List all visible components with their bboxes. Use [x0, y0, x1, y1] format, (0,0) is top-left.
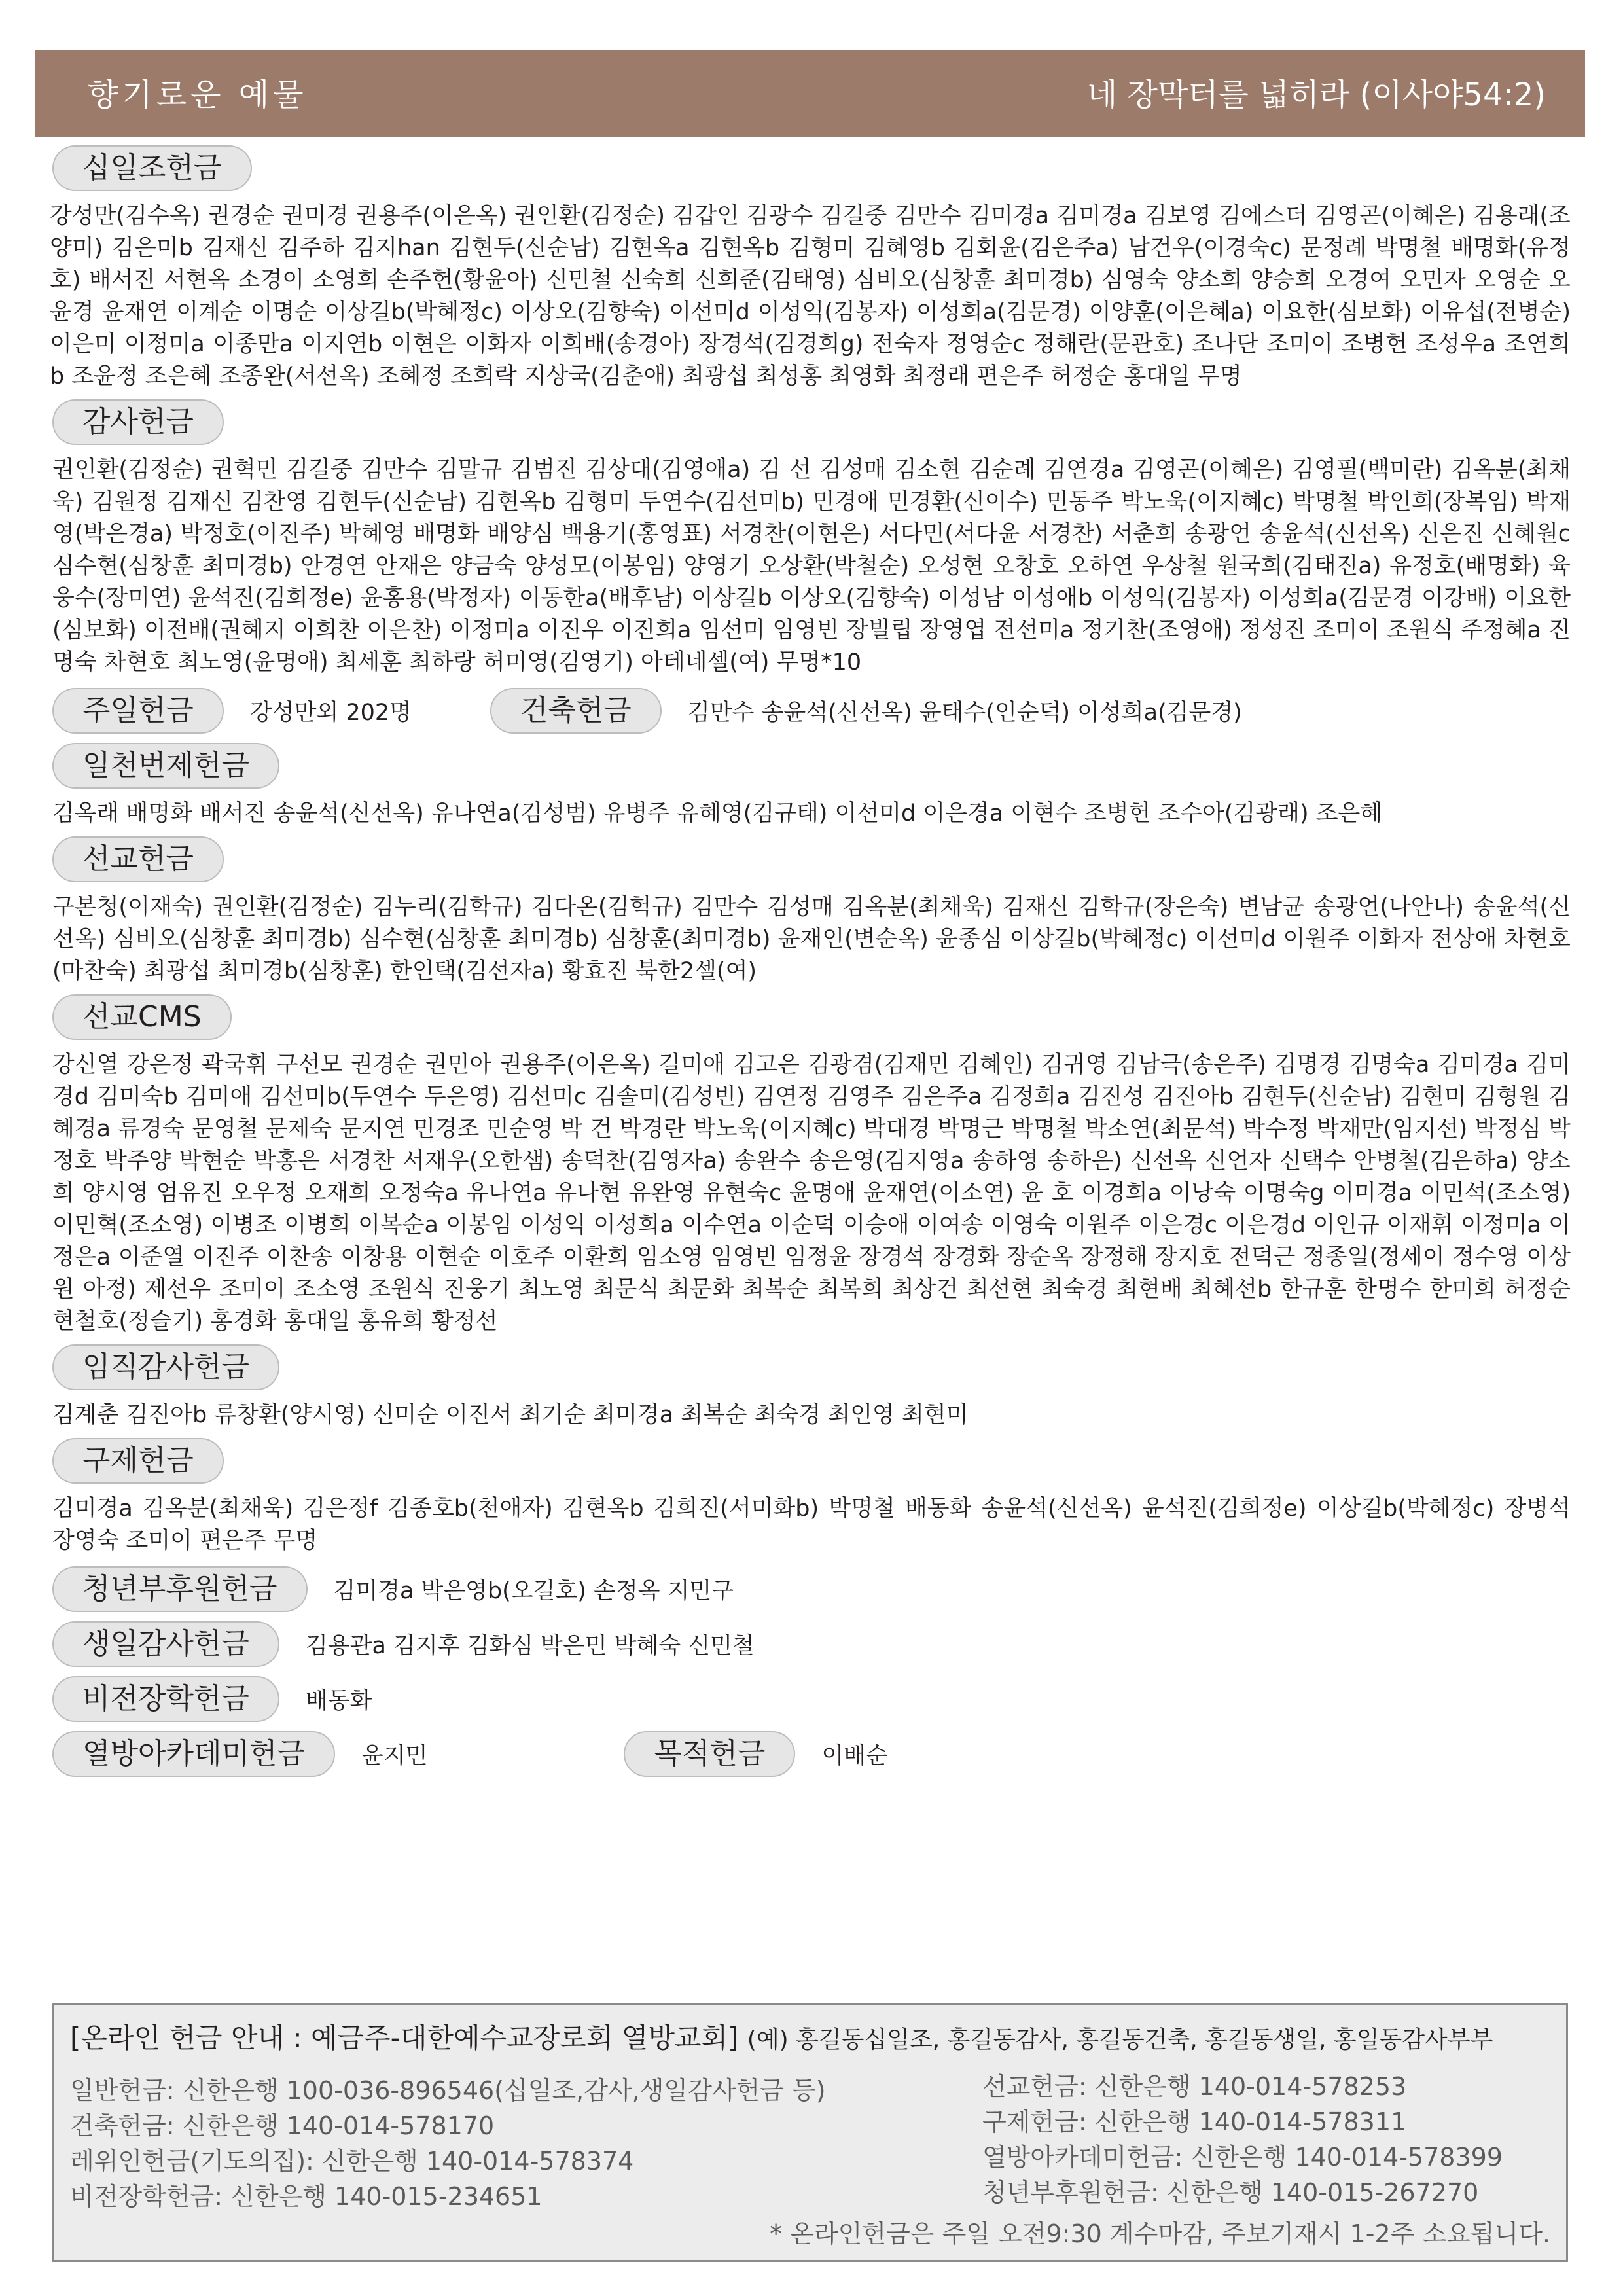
row-academy-purpose	[52, 1731, 1571, 1777]
header-verse: 네 장막터를 넓히라 (이사야54:2)	[1086, 77, 1546, 113]
account-line: 건축헌금: 신한은행 140-014-578170	[70, 2111, 495, 2140]
section-names: 강신열 강은정 곽국휘 구선모 권경순 권민아 권용주(이은옥) 길미애 김고은 김광겸(김재민 김혜인) 김귀영 김남극(송은주) 김명경 김명숙a 김미경a 김미경d 김미숙b 김미애 김선미b(두연수 두은영) 김선미c 김솔미(김성빈) 김연정 김영주 김은주a 김정희a 김진성 김진아b 김현두(신순남) 김현미 김형원 김혜경a 류경숙 문영철 문제숙 문지연 민경조 민순영 박 건 박경란 박노욱(이지혜c) 박대경 박명근 박명철 박소연(최문석) 박수정 박재만(임지선) 박정심 박정호 박주양 박현순 박홍은 서경찬 서재우(오한샘) 송덕찬(김영자a) 송완수 송은영(김지영a 송하영 송하은) 신선옥 신언자 신택수 안병철(김은하a) 양소희 양시영 엄유진 오우정 오재희 오정숙a 유나연a 유나현 유완영 유현숙c 윤명애 윤재연(이소연) 윤 호 이경희a 이낭숙 이명숙g 이미경a 이민석(조소영) 이민혁(조소영) 이병조 이병희 이복순a 이봉임 이성익 이성희a 이수연a 이순덕 이승애 이여송 이영숙 이원주 이은경c 이은경d 이인규 이재휘 이정미a 이정은a 이준열 이진주 이찬송 이창용 이현순 이호주 이환희 임소영 임영빈 임정윤 장경석 장경화 장순옥 장정해 장지호 전덕근 정종일(정세이 정수영 이상원 아정) 제선우 조미이 조소영 조원식 진웅기 최노영 최문식 최문화 최복순 최복희 최상건 최선현 최숙경 최현배 최혜선b 한규훈 한명수 한미희 허정순 현철호(정슬기) 홍경화 홍대일 홍유희 황정선	[52, 1052, 1571, 1335]
account-line: 선교헌금: 신한은행 140-014-578253	[982, 2072, 1407, 2101]
online-offering-box	[52, 2003, 1568, 2262]
section-names: 구본청(이재숙) 권인환(김정순) 김누리(김학규) 김다온(김헉규) 김만수 김성매 김옥분(최채욱) 김재신 김학규(장은숙) 변남균 송광언(나안나) 송윤석(신선옥) 심비오(심창훈 최미경b) 심수현(심창훈 최미경b) 심창훈(최미경b) 윤재인(변순옥) 윤종심 이상길b(박혜정c) 이선미d 이원주 이화자 전상애 차현호(마찬숙) 최광섭 최미경b(심창훈) 한인택(김선자a) 황효진 북한2셀(여)	[52, 894, 1571, 984]
section-label-academy: 열방아카데미헌금	[52, 1731, 335, 1777]
row-vision	[52, 1676, 1571, 1722]
account-line: 비전장학헌금: 신한은행 140-015-234651	[70, 2182, 543, 2211]
section-names: 김계춘 김진아b 류창환(양시영) 신미순 이진서 최기순 최미경a 최복순 최숙경 최인영 최현미	[52, 1402, 969, 1428]
section-names-purpose: 이배순	[821, 1743, 888, 1769]
account-line: 열방아카데미헌금: 신한은행 140-014-578399	[982, 2143, 1503, 2172]
section-label: 선교헌금	[52, 836, 224, 882]
section-ilcheon	[52, 743, 1571, 830]
section-label: 청년부후원헌금	[52, 1566, 308, 1612]
section-tithe	[52, 145, 1571, 393]
account-column-left	[70, 2073, 826, 2214]
header-title: 향기로운 예물	[88, 77, 308, 113]
account-line: 구제헌금: 신한은행 140-014-578311	[982, 2108, 1407, 2136]
section-names-academy: 윤지민	[361, 1743, 428, 1769]
section-names: 김옥래 배명화 배서진 송윤석(신선옥) 유나연a(김성범) 유병주 유혜영(김규태) 이선미d 이은경a 이현수 조병헌 조수아(김광래) 조은혜	[52, 800, 1383, 827]
section-names: 배동화	[306, 1688, 372, 1714]
section-label: 감사헌금	[52, 399, 224, 445]
section-names: 강성만(김수옥) 권경순 권미경 권용주(이은옥) 권인환(김정순) 김갑인 김광수 김길중 김만수 김미경a 김미경a 김보영 김에스더 김영곤(이혜은) 김용래(조양미) 김은미b 김재신 김주하 김지han 김현두(신순남) 김현옥a 김현옥b 김형미 김혜영b 김회윤(김은주a) 남건우(이경숙c) 문정례 박명철 배명화(유정호) 배서진 서현옥 소경이 소영희 손주헌(황윤아) 신민철 신숙희 신희준(김태영) 심비오(심창훈 최미경b) 심영숙 양소희 양승희 오경여 오민자 오영순 오윤경 윤재연 이계순 이명순 이상길b(박혜정c) 이상오(김향숙) 이선미d 이성익(김봉자) 이성희a(김문경) 이양훈(이은혜a) 이요한(심보화) 이유섭(전병순) 이은미 이정미a 이종만a 이지연b 이현은 이화자 이희배(송경아) 장경석(김경희g) 전숙자 정영순c 정해란(문관호) 조나단 조미이 조병헌 조성우a 조연희b 조윤정 조은혜 조종완(서선옥) 조혜정 조희락 지상국(김춘애) 최광섭 최성홍 최영화 최정래 편은주 허정순 홍대일 무명	[50, 203, 1571, 389]
section-label: 십일조헌금	[52, 145, 252, 191]
account-line: 일반헌금: 신한은행 100-036-896546(십일조,감사,생일감사헌금 등)	[70, 2076, 826, 2105]
section-label-purpose: 목적헌금	[624, 1731, 795, 1777]
section-names: 김미경a 박은영b(오길호) 손정옥 지민구	[333, 1578, 734, 1604]
section-names: 권인환(김정순) 권혁민 김길중 김만수 김말규 김범진 김상대(김영애a) 김 선 김성매 김소현 김순례 김연경a 김영곤(이혜은) 김영필(백미란) 김옥분(최채욱) 김원정 김재신 김찬영 김현두(신순남) 김현옥b 김형미 두연수(김선미b) 민경애 민경환(신이수) 민동주 박노욱(이지혜c) 박명철 박인희(장복임) 박재영(박은경a) 박정호(이진주) 박혜영 배명화 배양심 백용기(홍영표) 서경찬(이현은) 서다민(서다윤 서경찬) 서춘희 송광언 송윤석(신선옥) 신은진 신혜원c 심수현(심창훈 최미경b) 안경연 안재은 양금숙 양성모(이봉임) 양영기 오상환(박철순) 오성현 오창호 오하연 우상철 원국희(김태진a) 유정호(배명화) 육웅수(장미연) 윤석진(김희정e) 윤홍용(박정자) 이동한a(배후남) 이상길b 이상오(김향숙) 이성남 이성애b 이성익(김봉자) 이성희a(김문경 이강배) 이요한(심보화) 이전배(권혜지 이희찬 이은찬) 이정미a 이진우 이진희a 임선미 임영빈 장빌립 장영엽 전선미a 정기찬(조영애) 정성진 조미이 조원식 주정혜a 진명숙 차현호 최노영(윤명애) 최세훈 최하랑 허미영(김영기) 아테네셀(여) 무명*10	[52, 457, 1571, 675]
section-names-sunday: 강성만외 202명	[250, 700, 412, 726]
online-title-line	[70, 2017, 1550, 2056]
section-officer	[52, 1344, 1571, 1431]
section-mission	[52, 836, 1571, 988]
section-label: 일천번제헌금	[52, 743, 279, 789]
section-label: 비전장학헌금	[52, 1676, 279, 1722]
section-names: 김미경a 김옥분(최채욱) 김은정f 김종호b(천애자) 김현옥b 김희진(서미화b) 박명철 배동화 송윤석(신선옥) 윤석진(김희정e) 이상길b(박혜정c) 장병석 장영숙 조미이 편은주 무명	[52, 1496, 1571, 1554]
section-label-sunday: 주일헌금	[52, 688, 224, 734]
account-line: 레위인헌금(기도의집): 신한은행 140-014-578374	[70, 2147, 634, 2176]
account-line: 청년부후원헌금: 신한은행 140-015-267270	[982, 2178, 1479, 2207]
row-youth	[52, 1566, 1571, 1612]
page-header	[35, 50, 1585, 137]
row-sunday-building	[52, 688, 1571, 734]
row-birthday	[52, 1621, 1571, 1667]
account-list	[70, 2073, 1550, 2214]
account-column-right	[982, 2069, 1503, 2210]
offering-list	[52, 145, 1571, 1786]
online-title: [온라인 헌금 안내 : 예금주-대한예수교장로회 열방교회]	[70, 2022, 739, 2054]
online-example: (예) 홍길동십일조, 홍길동감사, 홍길동건축, 홍길동생일, 홍일동감사부부	[747, 2026, 1493, 2053]
section-cms	[52, 994, 1571, 1338]
section-relief	[52, 1438, 1571, 1557]
section-label: 구제헌금	[52, 1438, 224, 1484]
section-thanks	[52, 399, 1571, 679]
section-label: 생일감사헌금	[52, 1621, 279, 1667]
section-label: 임직감사헌금	[52, 1344, 279, 1390]
online-note: * 온라인헌금은 주일 오전9:30 계수마감, 주보기재시 1-2주 소요됩니다.	[770, 2219, 1550, 2248]
section-label-building: 건축헌금	[490, 688, 662, 734]
section-label: 선교CMS	[52, 994, 232, 1040]
section-names-building: 김만수 송윤석(신선옥) 윤태수(인순덕) 이성희a(김문경)	[688, 700, 1242, 726]
section-names: 김용관a 김지후 김화심 박은민 박혜숙 신민철	[306, 1633, 755, 1659]
